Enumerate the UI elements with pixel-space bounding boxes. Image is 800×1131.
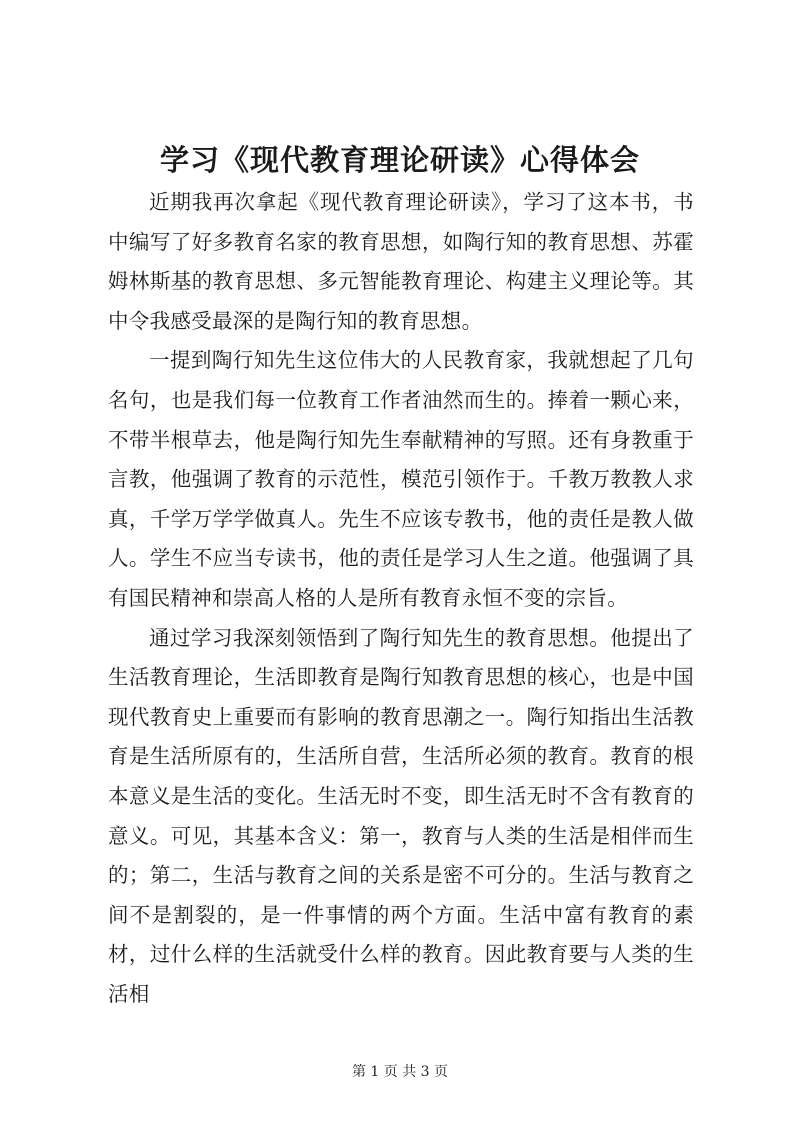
body-paragraph: 通过学习我深刻领悟到了陶行知先生的教育思想。他提出了生活教育理论，生活即教育是陶行知教育思想的核心，也是中国现代教育史上重要而有影响的教育思潮之一。陶行知指出生活教育是生活所原有的，生活所自营，生活所必须的教育。教育的根本意义是生活的变化。生活无时不变，即生活无时不含有教育的意义。可见，其基本含义：第一，教育与人类的生活是相伴而生的；第二，生活与教育之间的关系是密不可分的。生活与教育之间不是割裂的，是一件事情的两个方面。生活中富有教育的素材，过什么样的生活就受什么样的教育。因此教育要与人类的生活相 [108, 625, 694, 1006]
body-paragraph: 近期我再次拿起《现代教育理论研读》，学习了这本书，书中编写了好多教育名家的教育思想，如陶行知的教育思想、苏霍姆林斯基的教育思想、多元智能教育理论、构建主义理论等。其中令我感受最深的是陶行知的教育思想。 [108, 190, 694, 333]
document-body [108, 183, 694, 1014]
document-title: 学习《现代教育理论研读》心得体会 [159, 143, 640, 177]
body-paragraph: 一提到陶行知先生这位伟大的人民教育家，我就想起了几句名句，也是我们每一位教育工作者油然而生的。捧着一颗心来，不带半根草去，他是陶行知先生奉献精神的写照。还有身教重于言教，他强调了教育的示范性，模范引领作于。千教万教教人求真，千学万学学做真人。先生不应该专教书，他的责任是教人做人。学生不应当专读书，他的责任是学习人生之道。他强调了具有国民精神和崇高人格的人是所有教育永恒不变的宗旨。 [108, 348, 694, 610]
page-number-footer: 第 1 页 共 3 页 [351, 1064, 449, 1080]
